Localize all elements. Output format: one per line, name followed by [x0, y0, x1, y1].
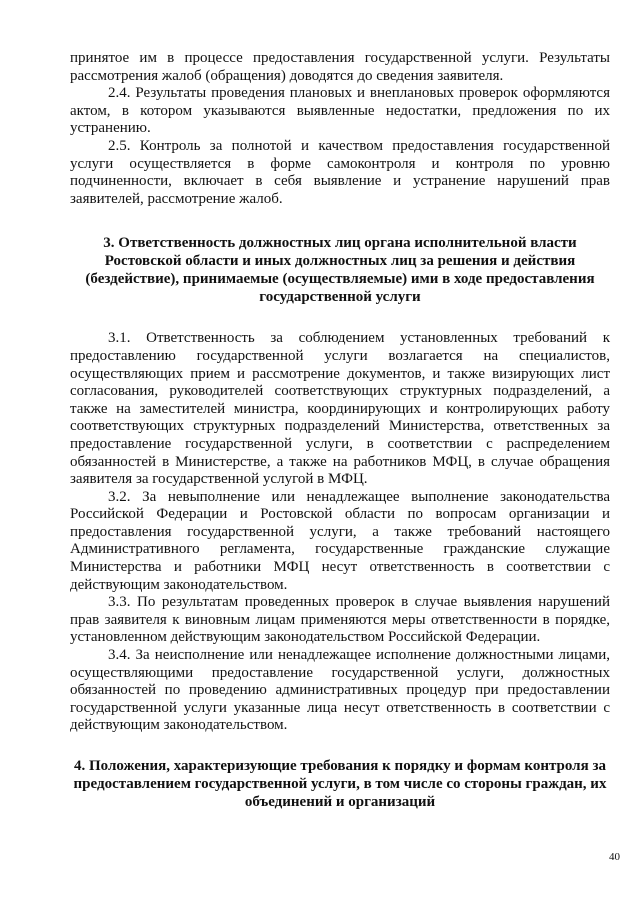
- section-4-heading: 4. Положения, характеризующие требования к порядку и формам контроля за предоставлением государственной услуги, в том числе со стороны граждан, их объединений и организаций: [73, 758, 607, 810]
- page-content: [70, 50, 610, 811]
- paragraph-2-4: 2.4. Результаты проведения плановых и внеплановых проверок оформляются актом, в котором указываются выявленные недостатки, предложения по их устранению.: [70, 85, 610, 137]
- page-number: 40: [609, 851, 620, 863]
- paragraph-3-4: 3.4. За неисполнение или ненадлежащее исполнение должностными лицами, осуществляющими предоставление государственной услуги, должностных обязанностей по проведению административных процедур при предоставлении государственной услуги указанные лица несут ответственность в соответствии с действующим законодательством.: [70, 647, 610, 734]
- paragraph-3-1: 3.1. Ответственность за соблюдением установленных требований к предоставлению государственной услуги возлагается на специалистов, осуществляющих прием и рассмотрение документов, и также визирующих лист согласования, руководителей соответствующих структурных подразделений, а также на заместителей министра, координирующих и контролирующих работу соответствующих структурных подразделений Министерства, ответственных за предоставление государственной услуги, в соответствии с распределением обязанностей в Министерстве, а также на работников МФЦ, в случае обращения заявителя за государственной услугой в МФЦ.: [70, 330, 610, 488]
- paragraph-3-3: 3.3. По результатам проведенных проверок в случае выявления нарушений прав заявителя к виновным лицам применяются меры ответственности в порядке, установленном действующим законодательством Российской Федерации.: [70, 594, 610, 646]
- paragraph-continuation: принятое им в процессе предоставления государственной услуги. Результаты рассмотрения жалоб (обращения) доводятся до сведения заявителя.: [70, 50, 610, 84]
- section-3-heading: 3. Ответственность должностных лиц органа исполнительной власти Ростовской области и иных должностных лиц за решения и действия (бездействие), принимаемые (осуществляемые) ими в ходе предоставления государственной услуги: [85, 235, 595, 306]
- paragraph-3-2: 3.2. За невыполнение или ненадлежащее выполнение законодательства Российской Федерации и Ростовской области по вопросам организации и предоставления государственной услуги, а также требований настоящего Административного регламента, государственные гражданские служащие Министерства и работники МФЦ несут ответственность в соответствии с действующим законодательством.: [70, 488, 610, 593]
- paragraph-2-5: 2.5. Контроль за полнотой и качеством предоставления государственной услуги осуществляется в форме самоконтроля и контроля по уровню подчиненности, включает в себя выявление и устранение нарушений прав заявителей, рассмотрение жалоб.: [70, 137, 610, 207]
